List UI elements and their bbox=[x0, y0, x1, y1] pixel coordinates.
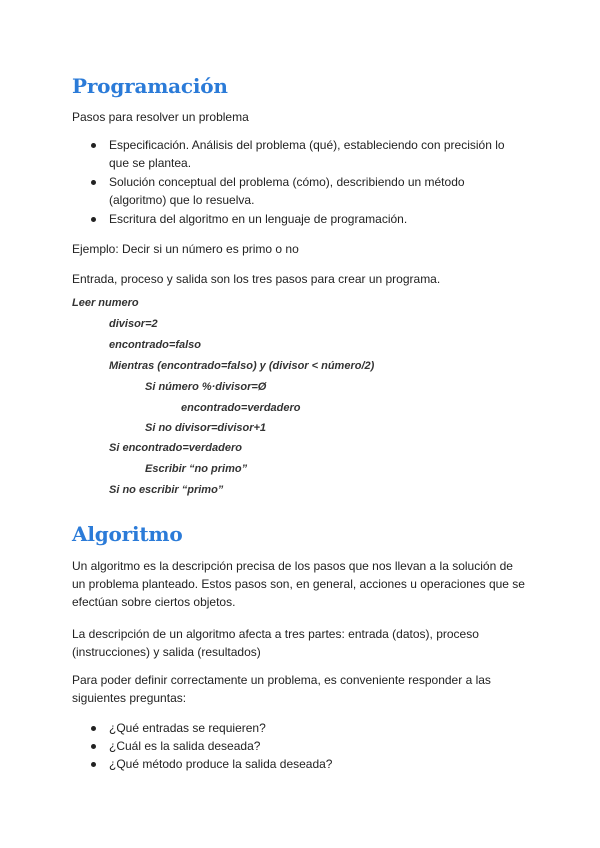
example-text: Ejemplo: Decir si un número es primo o no bbox=[72, 242, 299, 256]
io-text: Entrada, proceso y salida son los tres pasos para crear un programa. bbox=[72, 272, 441, 286]
document-page: Programación Pasos para resolver un problema Especificación. Análisis del problema (qué), estableciendo con precisión lo que se plantea. Solución conceptual del problema (cómo), describiendo un método (algoritmo) que lo resuelva. Escritura del algoritmo en un lenguaje de programación. Ejemplo: Decir si un número es primo o no Entrada, proceso y salida son los tres pasos para crear un programa. Leer numero divisor=2 encontrado=falso Mientras (encontrado=falso) y (divisor < número/2) Si número %·divisor=Ø encontrado=verdadero Si no divisor=divisor+1 Si encontrado=verdadero Escribir “no primo” Si no escribir “primo” Algoritmo Un algoritmo es la descripción precisa de los pasos que nos llevan a la solución de un problema planteado. Estos pasos son, en general, acciones u operaciones que se efectúan sobre ciertos objetos. La descripción de un algoritmo afecta a tres partes: entrada (datos), proceso (instrucciones) y salida (resultados) Para poder definir correctamente un problema, es conveniente responder a las siguientes preguntas: ¿Qué entradas se requieren? ¿Cuál es la salida deseada? ¿Qué método produce la salida deseada? bbox=[72, 74, 525, 771]
code-line: Mientras (encontrado=falso) y (divisor < número/2) bbox=[109, 360, 375, 372]
code-line: divisor=2 bbox=[109, 318, 158, 330]
code-line: encontrado=verdadero bbox=[181, 402, 301, 414]
bullet-icon bbox=[91, 143, 96, 148]
heading-programacion: Programación bbox=[72, 74, 228, 98]
bullet-icon bbox=[91, 180, 96, 185]
code-line: Escribir “no primo” bbox=[145, 463, 248, 475]
code-line: Si número %·divisor=Ø bbox=[145, 381, 267, 393]
code-line: Si no divisor=divisor+1 bbox=[145, 422, 267, 434]
intro-text: Pasos para resolver un problema bbox=[72, 110, 249, 124]
bullet-icon bbox=[91, 762, 96, 767]
bullet-icon bbox=[91, 744, 96, 749]
code-line: encontrado=falso bbox=[109, 339, 201, 351]
heading-algoritmo: Algoritmo bbox=[72, 522, 183, 546]
code-line: Leer numero bbox=[72, 297, 139, 309]
bullet-icon bbox=[91, 726, 96, 731]
bullet-icon bbox=[91, 217, 96, 222]
code-line: Si encontrado=verdadero bbox=[109, 442, 242, 454]
code-line: Si no escribir “primo” bbox=[109, 484, 224, 496]
